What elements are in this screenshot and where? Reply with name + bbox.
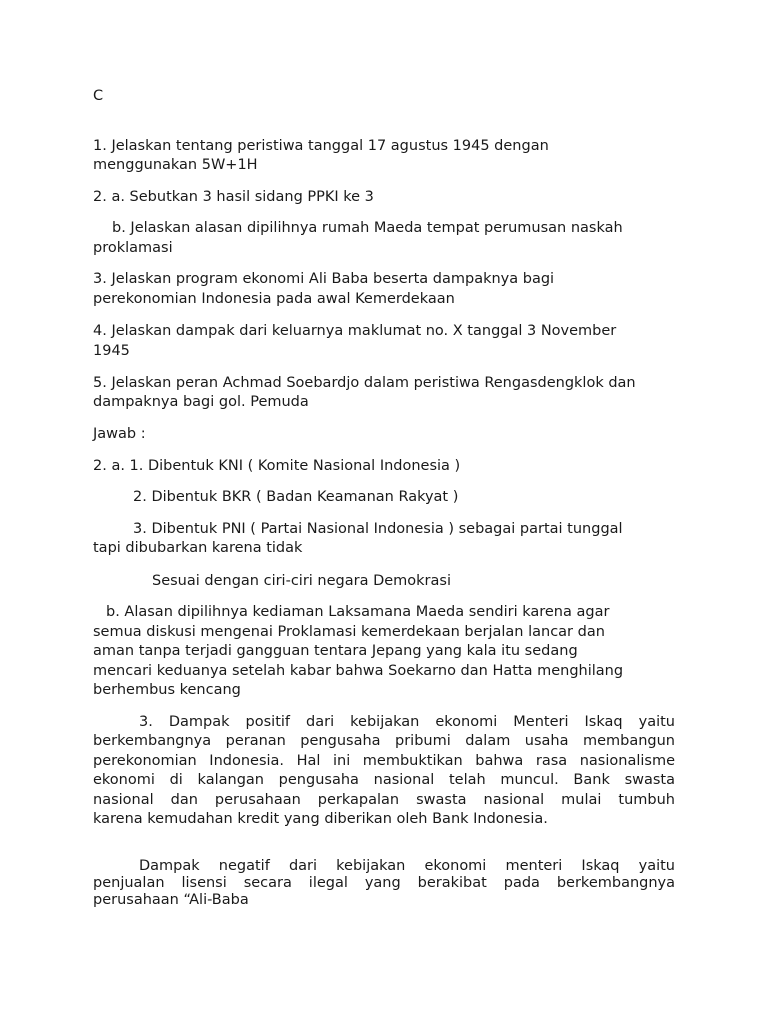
question-2b-line-2: proklamasi	[93, 240, 173, 256]
answer-3-line-5: nasional dan perusahaan perkapalan swasta nasional mulai tumbuh	[93, 792, 675, 808]
answer-2b-line-5: berhembus kencang	[93, 682, 241, 698]
answer-3-line-2: berkembangnya peranan pengusaha pribumi dalam usaha membangun	[93, 733, 675, 749]
answer-3-line-1: 3. Dampak positif dari kebijakan ekonomi Menteri Iskaq yaitu	[139, 714, 675, 730]
answer-2a-1: 2. a. 1. Dibentuk KNI ( Komite Nasional Indonesia )	[93, 458, 461, 474]
question-3-line-1: 3. Jelaskan program ekonomi Ali Baba beserta dampaknya bagi	[93, 271, 555, 287]
question-5-line-1: 5. Jelaskan peran Achmad Soebardjo dalam peristiwa Rengasdengklok dan	[93, 375, 636, 391]
question-4-line-1: 4. Jelaskan dampak dari keluarnya maklumat no. X tanggal 3 November	[93, 323, 617, 339]
answer-2a-2: 2. Dibentuk BKR ( Badan Keamanan Rakyat )	[133, 489, 459, 505]
question-1-line-2: menggunakan 5W+1H	[93, 157, 258, 173]
answer-2a-3-line-3: Sesuai dengan ciri-ciri negara Demokrasi	[152, 573, 451, 589]
question-4-line-2: 1945	[93, 343, 130, 359]
question-2b-line-1: b. Jelaskan alasan dipilihnya rumah Maeda tempat perumusan naskah	[112, 220, 623, 236]
answer-2b-line-4: mencari keduanya setelah kabar bahwa Soekarno dan Hatta menghilang	[93, 663, 624, 679]
negative-impact-line-3: perusahaan “Ali-Baba	[93, 892, 249, 908]
answers-heading: Jawab :	[93, 426, 146, 442]
section-letter: C	[93, 88, 104, 104]
answer-3-line-4: ekonomi di kalangan pengusaha nasional telah muncul. Bank swasta	[93, 772, 675, 788]
question-2a: 2. a. Sebutkan 3 hasil sidang PPKI ke 3	[93, 189, 374, 205]
answer-2a-3-line-2: tapi dibubarkan karena tidak	[93, 540, 303, 556]
question-5-line-2: dampaknya bagi gol. Pemuda	[93, 394, 309, 410]
negative-impact-line-1: Dampak negatif dari kebijakan ekonomi menteri Iskaq yaitu	[139, 858, 675, 874]
answer-2b-line-2: semua diskusi mengenai Proklamasi kemerdekaan berjalan lancar dan	[93, 624, 605, 640]
question-3-line-2: perekonomian Indonesia pada awal Kemerdekaan	[93, 291, 455, 307]
answer-3-line-3: perekonomian Indonesia. Hal ini membuktikan bahwa rasa nasionalisme	[93, 753, 675, 769]
answer-2b-line-1: b. Alasan dipilihnya kediaman Laksamana Maeda sendiri karena agar	[106, 604, 610, 620]
answer-2b-line-3: aman tanpa terjadi gangguan tentara Jepang yang kala itu sedang	[93, 643, 578, 659]
negative-impact-line-2: penjualan lisensi secara ilegal yang berakibat pada berkembangnya	[93, 875, 675, 891]
question-1-line-1: 1. Jelaskan tentang peristiwa tanggal 17 agustus 1945 dengan	[93, 138, 549, 154]
answer-2a-3-line-1: 3. Dibentuk PNI ( Partai Nasional Indonesia ) sebagai partai tunggal	[133, 521, 623, 537]
answer-3-line-6: karena kemudahan kredit yang diberikan oleh Bank Indonesia.	[93, 811, 548, 827]
